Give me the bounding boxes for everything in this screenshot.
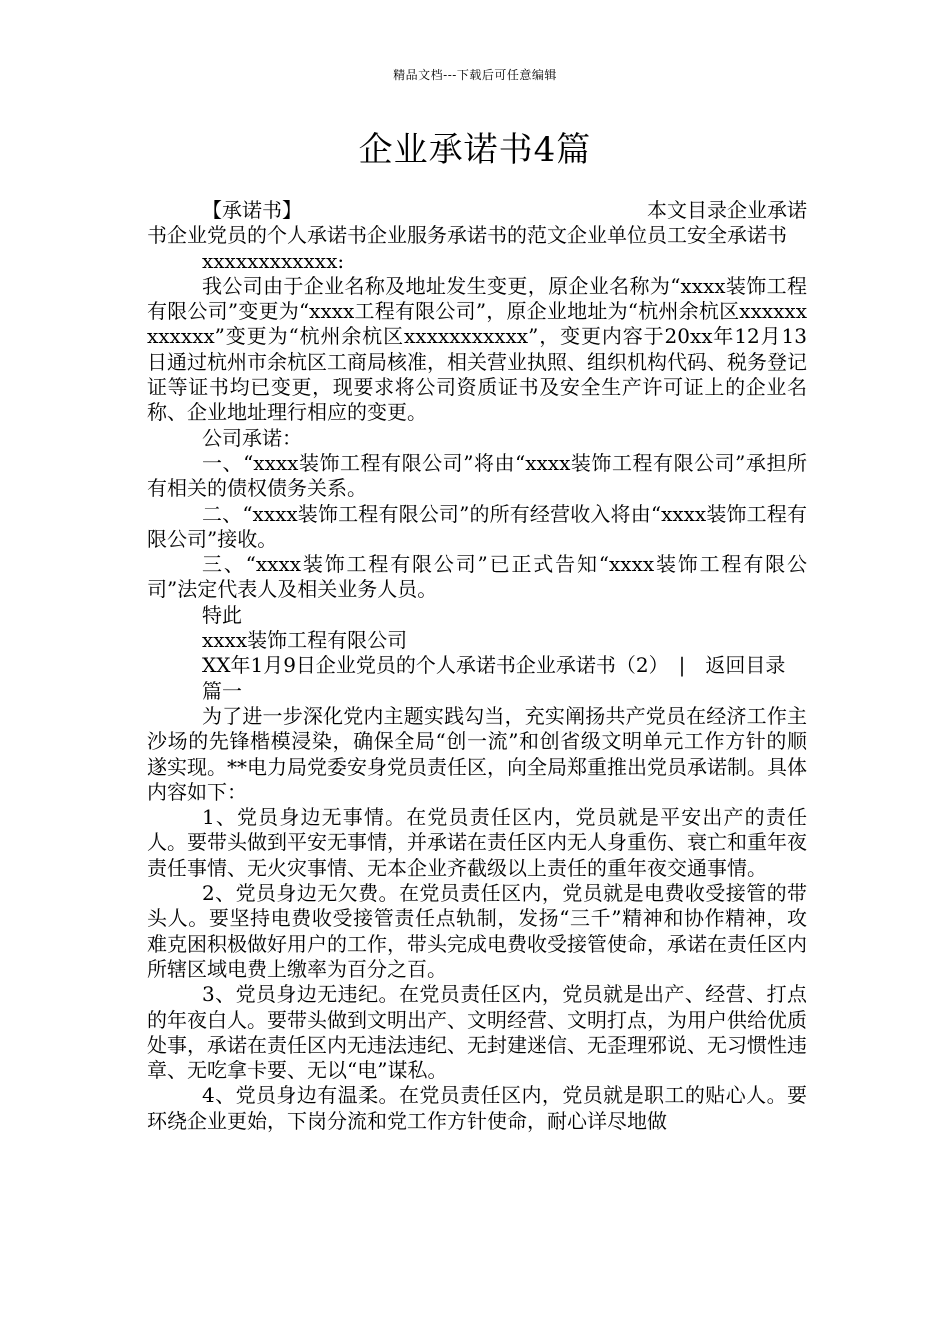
- paragraph: 为了进一步深化党内主题实践勾当，充实阐扬共产党员在经济工作主沙场的先锋楷模浸染，确保全局“创一流”和创省级文明单元工作方针的顺遂实现。**电力局党委安身党员责任区，向全局郑重推出党员承诺制。具体内容如下：: [147, 703, 807, 804]
- paragraph: 篇一: [202, 678, 242, 703]
- paragraph: 我公司由于企业名称及地址发生变更，原企业名称为“xxxx装饰工程有限公司”变更为“xxxx工程有限公司”，原企业地址为“杭州余杭区xxxxxxxxxxxx”变更为“杭州余杭区xxxxxxxxxxx”，变更内容于20xx年12月13日通过杭州市余杭区工商局核准，相关营业执照、组织机构代码、税务登记证等证书均已变更，现要求将公司资质证书及安全生产许可证上的企业名称、企业地址理行相应的变更。: [147, 273, 807, 425]
- paragraph: 特此: [202, 602, 242, 627]
- document-body: [147, 198, 807, 1134]
- toc-text: 书企业党员的个人承诺书企业服务承诺书的范文企业单位员工安全承诺书: [147, 223, 787, 248]
- paragraph: xxxx装饰工程有限公司: [202, 628, 408, 653]
- header-note: 精品文档---下载后可任意编辑: [393, 68, 557, 82]
- paragraph: 公司承诺：: [202, 425, 302, 450]
- paragraph: 2、党员身边无欠费。在党员责任区内，党员就是电费收受接管的带头人。要坚持电费收受接管责任点轨制，发扬“三千”精神和协作精神，攻难克困积极做好用户的工作，带头完成电费收受接管使命，承诺在责任区内所辖区域电费上缴率为百分之百。: [147, 881, 807, 981]
- paragraph: 3、党员身边无违纪。在党员责任区内，党员就是出产、经营、打点的年夜白人。要带头做到文明出产、文明经营、文明打点，为用户供给优质处事，承诺在责任区内无违法违纪、无封建迷信、无歪理邪说、无习惯性违章、无吃拿卡要、无以“电”谋私。: [147, 982, 807, 1083]
- document-title: 企业承诺书4篇: [358, 130, 592, 170]
- intro-line: [147, 198, 807, 223]
- paragraph: XX年1月9日企业党员的个人承诺书企业承诺书（2） | 返回目录: [202, 653, 786, 678]
- paragraph: 三、“xxxx装饰工程有限公司”已正式告知“xxxx装饰工程有限公司”法定代表人及相关业务人员。: [147, 552, 807, 602]
- paragraph: 4、党员身边有温柔。在党员责任区内，党员就是职工的贴心人。要环绕企业更始，下岗分流和党工作方针使命，耐心详尽地做: [147, 1083, 807, 1133]
- paragraph: xxxxxxxxxxxx:: [202, 248, 345, 273]
- paragraph: 1、党员身边无事情。在党员责任区内，党员就是平安出产的责任人。要带头做到平安无事情，并承诺在责任区内无人身重伤、衰亡和重年夜责任事情、无火灾事情、无本企业齐截级以上责任的重年夜交通事情。: [147, 805, 807, 880]
- paragraph: 一、“xxxx装饰工程有限公司”将由“xxxx装饰工程有限公司”承担所有相关的债权债务关系。: [147, 450, 807, 501]
- toc-head: 本文目录企业承诺: [647, 198, 807, 222]
- intro-tag: 【承诺书】: [202, 198, 302, 222]
- paragraph: 二、“xxxx装饰工程有限公司”的所有经营收入将由“xxxx装饰工程有限公司”接收。: [147, 501, 807, 551]
